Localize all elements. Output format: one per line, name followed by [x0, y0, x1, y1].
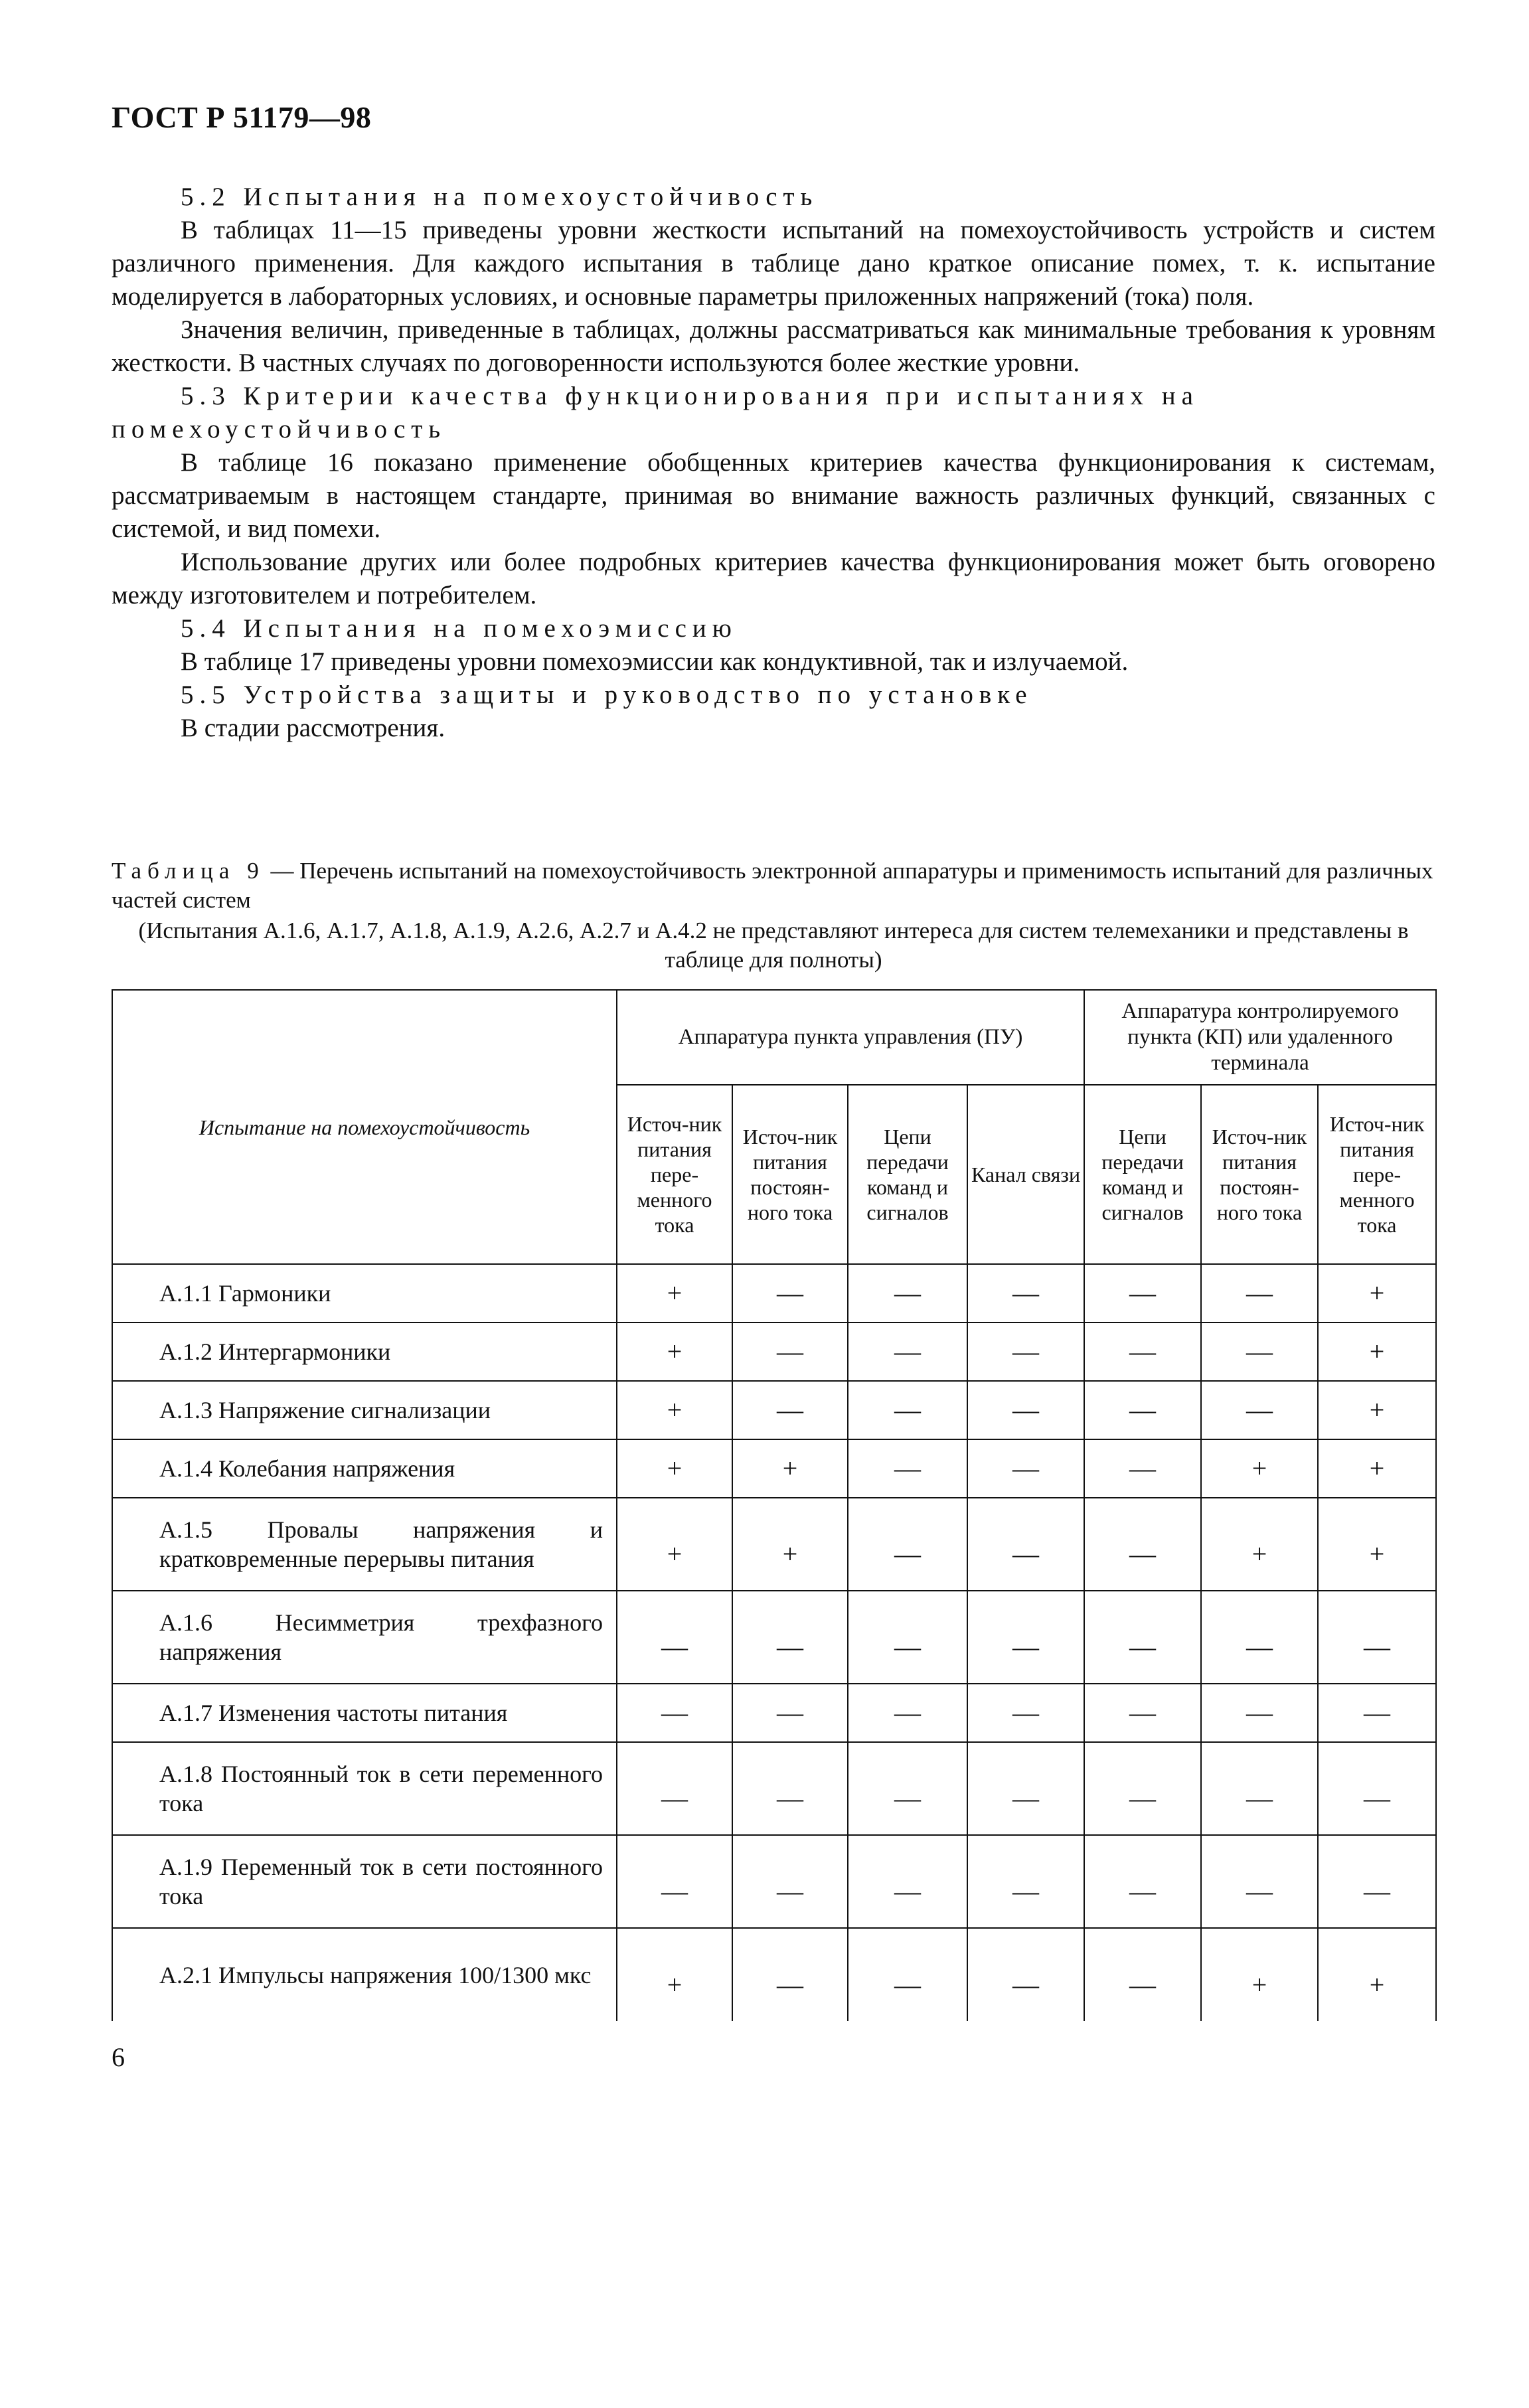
row-applicability-mark: — [848, 1264, 967, 1323]
section-5-3-paragraph-2: Использование других или более подробных критериев качества функционирования может быть оговорено между изготовителем и потребителем. [112, 548, 1435, 609]
row-applicability-mark: — [1084, 1381, 1201, 1439]
row-applicability-mark: — [848, 1323, 967, 1381]
row-applicability-mark: — [1084, 1323, 1201, 1381]
row-applicability-mark: — [848, 1591, 967, 1684]
section-5-5-paragraph-1: В стадии рассмотрения. [181, 714, 445, 742]
row-applicability-mark: — [1201, 1684, 1318, 1742]
row-applicability-mark: — [1084, 1439, 1201, 1498]
row-applicability-mark: — [1318, 1591, 1436, 1684]
row-test-name: А.1.4 Колебания напряжения [112, 1439, 617, 1498]
subheader-ac-supply-pu: Источ-ник питания пере-менного тока [617, 1085, 732, 1264]
table-row [112, 1381, 1436, 1439]
row-test-name: А.2.1 Импульсы напряжения 100/1300 мкс [112, 1928, 617, 2021]
table-caption-text: — Перечень испытаний на помехоустойчивость электронной аппаратуры и применимость испытаний для различных частей систем [112, 858, 1433, 913]
row-applicability-mark: + [1318, 1264, 1436, 1323]
table-row [112, 1684, 1436, 1742]
row-applicability-mark: — [1318, 1742, 1436, 1835]
subheader-dc-supply-kp: Источ-ник питания постоян-ного тока [1201, 1085, 1318, 1264]
body-text [112, 181, 1435, 745]
row-applicability-mark: — [848, 1439, 967, 1498]
subheader-signal-circuits-kp: Цепи передачи команд и сигналов [1084, 1085, 1201, 1264]
row-test-name: А.1.5 Провалы напряжения и кратковременные перерывы питания [112, 1498, 617, 1591]
row-applicability-mark: — [967, 1381, 1084, 1439]
table-caption [112, 856, 1435, 915]
table-row [112, 1591, 1436, 1684]
row-applicability-mark: + [1201, 1928, 1318, 2021]
section-5-3-heading: 5.3 Критерии качества функционирования при испытаниях на помехоустойчивость [112, 382, 1199, 443]
row-applicability-mark: — [967, 1684, 1084, 1742]
row-applicability-mark: — [1201, 1381, 1318, 1439]
row-applicability-mark: — [1318, 1835, 1436, 1928]
row-applicability-mark: + [1318, 1498, 1436, 1591]
row-applicability-mark: — [732, 1742, 848, 1835]
table-row [112, 1928, 1436, 2021]
row-applicability-mark: — [732, 1835, 848, 1928]
row-applicability-mark: — [1201, 1742, 1318, 1835]
immunity-tests-table [112, 989, 1437, 2021]
row-applicability-mark: + [1318, 1323, 1436, 1381]
row-applicability-mark: — [617, 1591, 732, 1684]
row-applicability-mark: — [1084, 1835, 1201, 1928]
column-header-test: Испытание на помехоустойчивость [112, 990, 617, 1264]
row-applicability-mark: — [967, 1742, 1084, 1835]
table-row [112, 1264, 1436, 1323]
group-header-pu: Аппаратура пункта управления (ПУ) [617, 990, 1084, 1085]
subheader-dc-supply-pu: Источ-ник питания постоян-ного тока [732, 1085, 848, 1264]
row-applicability-mark: — [1318, 1684, 1436, 1742]
row-applicability-mark: + [1201, 1498, 1318, 1591]
row-applicability-mark: — [1201, 1264, 1318, 1323]
row-test-name: А.1.8 Постоянный ток в сети переменного тока [112, 1742, 617, 1835]
row-applicability-mark: — [848, 1498, 967, 1591]
table-row [112, 1323, 1436, 1381]
table-row [112, 1439, 1436, 1498]
row-applicability-mark: — [967, 1498, 1084, 1591]
row-applicability-mark: + [732, 1439, 848, 1498]
section-5-4-heading: 5.4 Испытания на помехоэмиссию [181, 614, 738, 643]
row-applicability-mark: — [732, 1381, 848, 1439]
row-applicability-mark: — [967, 1264, 1084, 1323]
row-applicability-mark: — [1084, 1928, 1201, 2021]
row-applicability-mark: — [1084, 1498, 1201, 1591]
row-applicability-mark: — [848, 1835, 967, 1928]
row-applicability-mark: — [967, 1591, 1084, 1684]
section-5-2-paragraph-1: В таблицах 11—15 приведены уровни жесткости испытаний на помехоустойчивость устройств и систем различного применения. Для каждого испытания в таблице дано краткое описание помех, т. к. испытание моделируется в лабораторных условиях, и основные параметры приложенных напряжений (тока) поля. [112, 216, 1435, 311]
row-applicability-mark: — [848, 1684, 967, 1742]
row-applicability-mark: — [1084, 1591, 1201, 1684]
row-applicability-mark: — [967, 1323, 1084, 1381]
subheader-ac-supply-kp: Источ-ник питания пере-менного тока [1318, 1085, 1436, 1264]
row-test-name: А.1.7 Изменения частоты питания [112, 1684, 617, 1742]
row-applicability-mark: + [617, 1381, 732, 1439]
section-5-2-heading: 5.2 Испытания на помехоустойчивость [181, 183, 819, 211]
table-note: (Испытания А.1.6, А.1.7, А.1.8, А.1.9, А.2.6, А.2.7 и А.4.2 не представляют интереса для систем телемеханики и представлены в таблице для полноты) [138, 918, 1409, 973]
row-applicability-mark: — [1084, 1684, 1201, 1742]
page-number: 6 [112, 2042, 125, 2072]
row-applicability-mark: + [1318, 1439, 1436, 1498]
row-test-name: А.1.2 Интергармоники [112, 1323, 617, 1381]
row-applicability-mark: — [967, 1439, 1084, 1498]
row-applicability-mark: + [1201, 1439, 1318, 1498]
row-applicability-mark: — [732, 1264, 848, 1323]
section-5-5-heading: 5.5 Устройства защиты и руководство по установке [181, 681, 1033, 709]
section-5-2-paragraph-2: Значения величин, приведенные в таблицах, должны рассматриваться как минимальные требования к уровням жесткости. В частных случаях по договоренности используются более жесткие уровни. [112, 315, 1435, 377]
row-applicability-mark: — [617, 1835, 732, 1928]
row-applicability-mark: + [732, 1498, 848, 1591]
subheader-communication-channel: Канал связи [967, 1085, 1084, 1264]
row-applicability-mark: + [617, 1498, 732, 1591]
table-row [112, 1498, 1436, 1591]
row-applicability-mark: — [967, 1928, 1084, 2021]
row-test-name: А.1.6 Несимметрия трехфазного напряжения [112, 1591, 617, 1684]
row-test-name: А.1.1 Гармоники [112, 1264, 617, 1323]
document-code: ГОСТ Р 51179—98 [112, 100, 372, 134]
row-applicability-mark: — [848, 1742, 967, 1835]
table-caption-label: Таблица 9 [112, 858, 265, 884]
row-applicability-mark: + [617, 1928, 732, 2021]
row-applicability-mark: — [1084, 1742, 1201, 1835]
row-applicability-mark: — [617, 1684, 732, 1742]
row-applicability-mark: — [732, 1684, 848, 1742]
row-applicability-mark: — [848, 1381, 967, 1439]
table-row [112, 1742, 1436, 1835]
row-applicability-mark: + [1318, 1381, 1436, 1439]
row-applicability-mark: — [1201, 1323, 1318, 1381]
row-applicability-mark: + [617, 1439, 732, 1498]
row-applicability-mark: — [1201, 1835, 1318, 1928]
section-5-4-paragraph-1: В таблице 17 приведены уровни помехоэмиссии как кондуктивной, так и излучаемой. [181, 647, 1129, 676]
row-applicability-mark: — [967, 1835, 1084, 1928]
row-applicability-mark: + [617, 1323, 732, 1381]
row-applicability-mark: — [732, 1323, 848, 1381]
row-applicability-mark: — [1084, 1264, 1201, 1323]
row-applicability-mark: + [617, 1264, 732, 1323]
row-test-name: А.1.9 Переменный ток в сети постоянного тока [112, 1835, 617, 1928]
row-test-name: А.1.3 Напряжение сигнализации [112, 1381, 617, 1439]
row-applicability-mark: — [732, 1928, 848, 2021]
table-row [112, 1835, 1436, 1928]
table-body [112, 1264, 1436, 2021]
row-applicability-mark: — [1201, 1591, 1318, 1684]
subheader-signal-circuits-pu: Цепи передачи команд и сигналов [848, 1085, 967, 1264]
group-header-kp: Аппаратура контролируемого пункта (КП) или удаленного терминала [1084, 990, 1436, 1085]
row-applicability-mark: — [848, 1928, 967, 2021]
section-5-3-paragraph-1: В таблице 16 показано применение обобщенных критериев качества функционирования к системам, рассматриваемым в настоящем стандарте, принимая во внимание важность различных функций, связанных с системой, и вид помехи. [112, 448, 1435, 543]
row-applicability-mark: — [617, 1742, 732, 1835]
row-applicability-mark: + [1318, 1928, 1436, 2021]
row-applicability-mark: — [732, 1591, 848, 1684]
